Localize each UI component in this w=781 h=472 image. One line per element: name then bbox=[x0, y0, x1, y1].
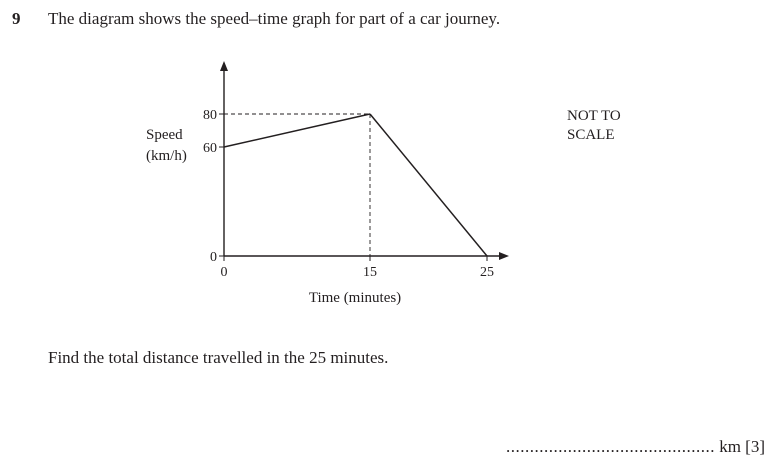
y-axis-label-line-1: Speed bbox=[146, 127, 183, 143]
marks-label: [3] bbox=[745, 437, 765, 456]
not-to-scale-note bbox=[567, 107, 621, 145]
answer-line bbox=[506, 437, 765, 457]
y-axis-label-line-2: (km/h) bbox=[146, 148, 187, 164]
answer-dots[interactable]: ............................................ bbox=[505, 437, 715, 456]
speed-line-segment-2 bbox=[370, 114, 487, 256]
answer-unit: km bbox=[719, 437, 741, 456]
note-line-1: NOT TO bbox=[567, 108, 621, 124]
y-tick-label-60: 60 bbox=[203, 141, 217, 156]
task-text: Find the total distance travelled in the 25 minutes. bbox=[48, 348, 389, 367]
x-axis-label: Time (minutes) bbox=[308, 290, 402, 306]
question-text: The diagram shows the speed–time graph for part of a car journey. bbox=[48, 9, 501, 28]
y-tick-label-0: 0 bbox=[210, 250, 217, 265]
y-tick-label-80: 80 bbox=[203, 108, 217, 123]
note-line-2: SCALE bbox=[567, 127, 615, 143]
question-number: 9 bbox=[12, 9, 21, 28]
speed-line-segment-1 bbox=[224, 114, 370, 147]
x-tick-label-0: 0 bbox=[220, 265, 228, 280]
x-tick-label-15: 15 bbox=[363, 265, 377, 280]
x-tick-label-25: 25 bbox=[480, 265, 494, 280]
